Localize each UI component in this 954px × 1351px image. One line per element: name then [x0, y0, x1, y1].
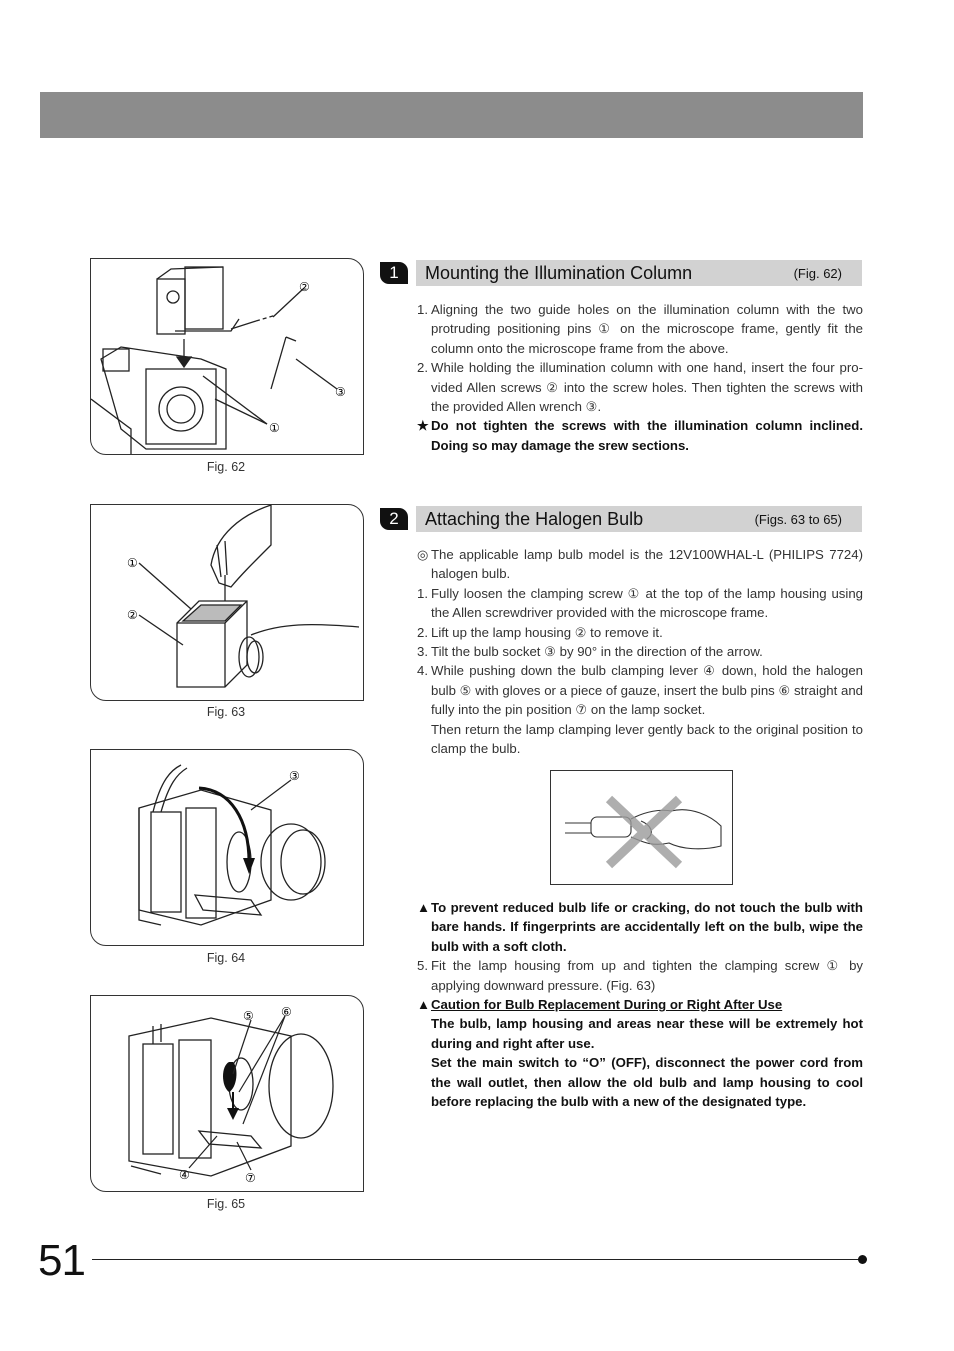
callout-1: ① [127, 556, 138, 570]
list-item: 1. Aligning the two guide holes on the illumination column with the two protruding positioning pins ① on the microscope frame, gently fit the column onto the microscope frame from the above. [417, 302, 863, 356]
list-item: 2. While holding the illumination column with one hand, insert the four pro-vided Allen screws ② into the screw holes. Then tighten the screws with the provided Allen wrench ③. [417, 360, 863, 415]
callout-7: ⑦ [245, 1171, 256, 1185]
callout-2: ② [127, 608, 138, 622]
warning-triangle-icon: ▲ [417, 900, 431, 915]
callout-4: ④ [179, 1168, 190, 1182]
section-2-title: Attaching the Halogen Bulb [425, 509, 644, 529]
illumination-column-illustration [91, 259, 363, 454]
header-banner [40, 92, 863, 138]
callout-3: ③ [289, 769, 300, 783]
figure-65-caption: Fig. 65 [206, 1197, 246, 1211]
figure-62-caption: Fig. 62 [206, 460, 246, 474]
section-2-heading [416, 506, 862, 532]
figure-65 [90, 995, 364, 1192]
callout-6: ⑥ [281, 1005, 292, 1019]
section-1-body [417, 300, 863, 455]
note-item: ★ Do not tighten the screws with the illumination column inclined. Doing so may damage the srew sections. [417, 416, 863, 455]
bulb-socket-illustration [91, 750, 363, 945]
double-circle-icon: ◎ [417, 547, 429, 562]
callout-1: ① [269, 421, 280, 435]
section-2-number: 2 [380, 508, 408, 530]
caution-text-1: The bulb, lamp housing and areas near these will be extremely hot during and right after use. [431, 1016, 863, 1051]
section-2-figure-ref: (Figs. 63 to 65) [754, 512, 842, 527]
callout-5: ⑤ [243, 1009, 254, 1023]
list-item: 1. Fully loosen the clamping screw ① at the top of the lamp housing using the Allen screwdriver provided with the microscope frame. [417, 585, 863, 621]
list-item-continuation: Then return the lamp clamping lever gently back to the original position to clamp the bulb. [431, 721, 863, 757]
bulb-handling-photo [550, 770, 733, 885]
section-2-body [417, 545, 863, 758]
star-icon: ★ [417, 418, 429, 434]
page-number: 51 [38, 1236, 85, 1285]
do-not-touch-bulb-illustration [551, 771, 732, 884]
figure-63 [90, 504, 364, 701]
section-1-figure-ref: (Fig. 62) [793, 266, 842, 281]
list-item: 4. While pushing down the bulb clamping lever ④ down, hold the halogen bulb ⑤ with gloves or a piece of gauze, insert the bulb pins ⑥ straight and fully into the pin position ⑦ on the lamp socket. [417, 663, 863, 718]
footer-rule [92, 1259, 862, 1260]
caution-heading [417, 995, 863, 1014]
callout-2: ② [299, 280, 310, 294]
figure-62 [90, 258, 364, 455]
section-1-heading [416, 260, 862, 286]
caution-title: Caution for Bulb Replacement During or Right After Use [431, 997, 783, 1013]
section-1-number: 1 [380, 262, 408, 284]
figure-63-caption: Fig. 63 [206, 705, 246, 719]
section-2-warnings [417, 898, 863, 1111]
list-item: 5. Fit the lamp housing from up and tighten the clamping screw ① by applying downward pressure. (Fig. 63) [417, 958, 863, 993]
list-item: 3. Tilt the bulb socket ③ by 90° in the direction of the arrow. [417, 644, 763, 660]
warning-note: ▲ To prevent reduced bulb life or cracking, do not touch the bulb with bare hands. If fingerprints are accidentally left on the bulb, wipe the bulb with a soft cloth. [417, 898, 863, 956]
list-item: ◎ The applicable lamp bulb model is the 12V100WHAL-L (PHILIPS 7724) halogen bulb. [417, 545, 863, 584]
lamp-housing-illustration [91, 505, 363, 700]
switch-off-icon: O [589, 1055, 600, 1071]
figure-64-caption: Fig. 64 [206, 951, 246, 965]
section-1-title: Mounting the Illumination Column [425, 263, 693, 283]
bulb-insertion-illustration [91, 996, 363, 1191]
footer-dot [858, 1255, 867, 1264]
caution-text-2: Set the main switch to “O” (OFF), disconnect the power cord from the wall outlet, then allow the old bulb and lamp housing to cool before replacing the bulb with a new of the designated type. [431, 1055, 863, 1110]
callout-3: ③ [335, 385, 346, 399]
warning-triangle-icon: ▲ [417, 997, 431, 1013]
list-item: 2. Lift up the lamp housing ② to remove it. [417, 624, 663, 640]
figure-64 [90, 749, 364, 946]
